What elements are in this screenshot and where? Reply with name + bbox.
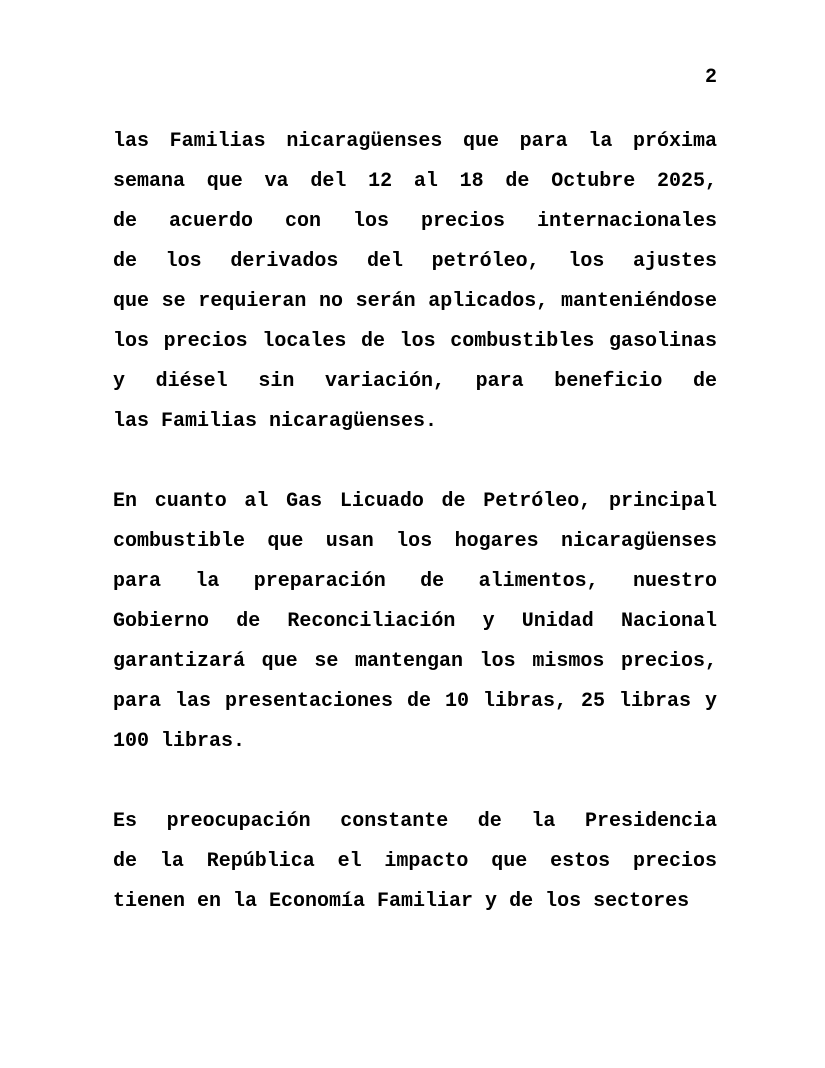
- text-line: semana que va del 12 al 18 de Octubre 2025,: [113, 170, 717, 193]
- text-line: las Familias nicaragüenses.: [113, 410, 438, 433]
- text-line: que se requieran no serán aplicados, manteniéndose: [113, 290, 717, 313]
- paragraph: [113, 802, 717, 922]
- text-line: para la preparación de alimentos, nuestro: [113, 570, 717, 593]
- text-line: de los derivados del petróleo, los ajustes: [113, 250, 717, 273]
- page-number: 2: [704, 66, 717, 89]
- text-line: de acuerdo con los precios internacionales: [113, 210, 717, 233]
- text-line: 100 libras.: [113, 730, 246, 753]
- text-line: combustible que usan los hogares nicaragüenses: [113, 530, 717, 553]
- paragraph: [113, 482, 717, 762]
- text-line: Es preocupación constante de la Presidencia: [113, 810, 717, 833]
- text-line: tienen en la Economía Familiar y de los sectores: [113, 890, 690, 913]
- text-line: para las presentaciones de 10 libras, 25 libras y: [113, 690, 717, 713]
- text-line: las Familias nicaragüenses que para la próxima: [113, 130, 717, 153]
- text-line: Gobierno de Reconciliación y Unidad Nacional: [113, 610, 717, 633]
- text-line: y diésel sin variación, para beneficio de: [113, 370, 717, 393]
- text-line: de la República el impacto que estos precios: [113, 850, 717, 873]
- text-line: En cuanto al Gas Licuado de Petróleo, principal: [113, 490, 717, 513]
- paragraph: [113, 122, 717, 442]
- document-content: [113, 58, 717, 962]
- document-body: [113, 122, 717, 922]
- text-line: garantizará que se mantengan los mismos precios,: [113, 650, 717, 673]
- text-line: los precios locales de los combustibles gasolinas: [113, 330, 717, 353]
